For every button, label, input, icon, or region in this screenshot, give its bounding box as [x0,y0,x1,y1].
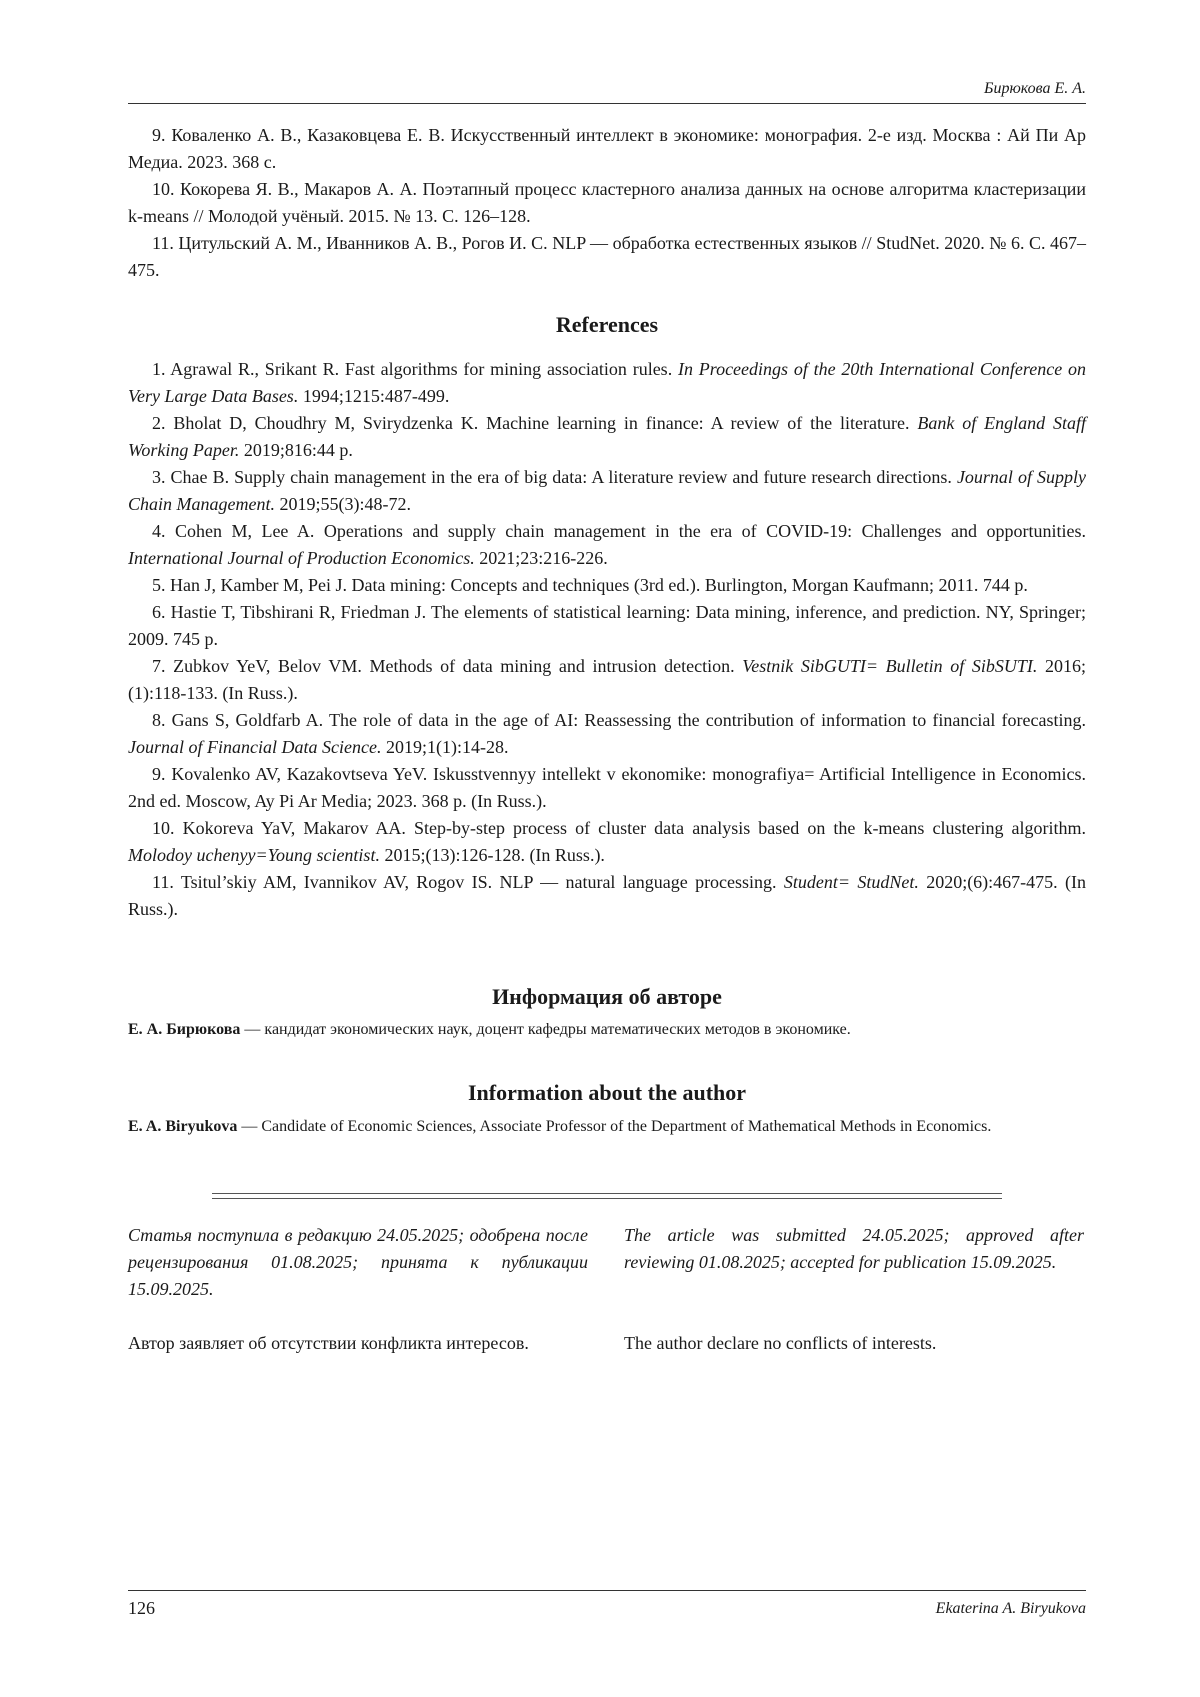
ru-reference-item: 9. Коваленко А. В., Казаковцева Е. В. Искусственный интеллект в экономике: монография. 2-е изд. Москва : Ай Пи Ар Медиа. 2023. 368 с. [128,125,1087,172]
author-info-ru-heading: Информация об авторе [492,984,722,1009]
author-info-en-heading: Information about the author [467,1080,747,1105]
footer-author-name: Ekaterina A. Biryukova [935,1600,1086,1617]
author-name-ru: Е. А. Бирюкова [128,1021,241,1038]
conflict-statement-ru: Автор заявляет об отсутствии конфликта интересов. [128,1333,529,1353]
submission-dates-ru: Статья поступила в редакцию 24.05.2025; одобрена после рецензирования 01.08.2025; принята к публикации 15.09.2025. [128,1225,588,1299]
author-info-en: E. A. Biryukova — Candidate of Economic Sciences, Associate Professor of the Department of Mathematical Methods in Economics. [128,1118,992,1135]
footer-rule [128,1590,1086,1591]
reference-item: 5. Han J, Kamber M, Pei J. Data mining: Concepts and techniques (3rd ed.). Burlington, Morgan Kaufmann; 2011. 744 p. [152,575,1028,595]
reference-item: 8. Gans S, Goldfarb A. The role of data in the age of AI: Reassessing the contribution of information to financial forecasting. Journal of Financial Data Science. 2019;1(1):14-28. [128,710,1086,757]
ru-reference-list [128,122,1086,284]
reference-list [128,356,1086,923]
ru-reference-item: 10. Кокорева Я. В., Макаров А. А. Поэтапный процесс кластерного анализа данных на основе алгоритма кластеризации k-means // Молодой учёный. 2015. № 13. С. 126–128. [128,179,1087,226]
reference-item: 1. Agrawal R., Srikant R. Fast algorithms for mining association rules. In Proceedings of the 20th International Conference on Very Large Data Bases. 1994;1215:487-499. [128,359,1086,406]
running-head: Бирюкова Е. А. [984,80,1086,97]
submission-dates-en: The article was submitted 24.05.2025; approved after reviewing 01.08.2025; accepted for publication 15.09.2025. [624,1225,1084,1272]
reference-item: 2. Bholat D, Choudhry M, Svirydzenka K. Machine learning in finance: A review of the literature. Bank of England Staff Working Paper. 2019;816:44 p. [128,413,1087,460]
reference-item: 9. Kovalenko AV, Kazakovtseva YeV. Iskusstvennyy intellekt v ekonomike: monografiya= Artificial Intelligence in Economics. 2nd ed. Moscow, Ay Pi Ar Media; 2023. 368 p. (In Russ.). [128,764,1086,811]
ru-reference-item: 11. Цитульский А. М., Иванников А. В., Рогов И. С. NLP — обработка естественных языков // StudNet. 2020. № 6. С. 467–475. [128,233,1086,280]
references-heading: References [555,312,659,337]
reference-item: 7. Zubkov YeV, Belov VM. Methods of data mining and intrusion detection. Vestnik SibGUTI= Bulletin of SibSUTI. 2016;(1):118-133. (In Russ.). [128,656,1086,703]
reference-item: 10. Kokoreva YaV, Makarov AA. Step-by-step process of cluster data analysis based on the k-means clustering algorithm. Molodoy uchenyy=Young scientist. 2015;(13):126-128. (In Russ.). [128,818,1087,865]
double-divider [212,1193,1002,1199]
conflict-statement-en: The author declare no conflicts of interests. [624,1333,937,1353]
reference-item: 4. Cohen M, Lee A. Operations and supply chain management in the era of COVID-19: Challenges and opportunities. International Journal of Production Economics. 2021;23:216-226. [128,521,1086,568]
reference-item: 11. Tsitul’skiy AM, Ivannikov AV, Rogov IS. NLP — natural language processing. Student= StudNet. 2020;(6):467-475. (In Russ.). [128,872,1086,919]
reference-item: 6. Hastie T, Tibshirani R, Friedman J. The elements of statistical learning: Data mining, inference, and prediction. NY, Springer; 2009. 745 p. [128,602,1086,649]
header-rule [128,103,1086,104]
author-info-ru: Е. А. Бирюкова — кандидат экономических наук, доцент кафедры математических методов в экономике. [128,1021,851,1038]
reference-item: 3. Chae B. Supply chain management in the era of big data: A literature review and future research directions. Journal of Supply Chain Management. 2019;55(3):48-72. [128,467,1086,514]
author-name-en: E. A. Biryukova [128,1118,238,1135]
page-number: 126 [128,1598,155,1618]
